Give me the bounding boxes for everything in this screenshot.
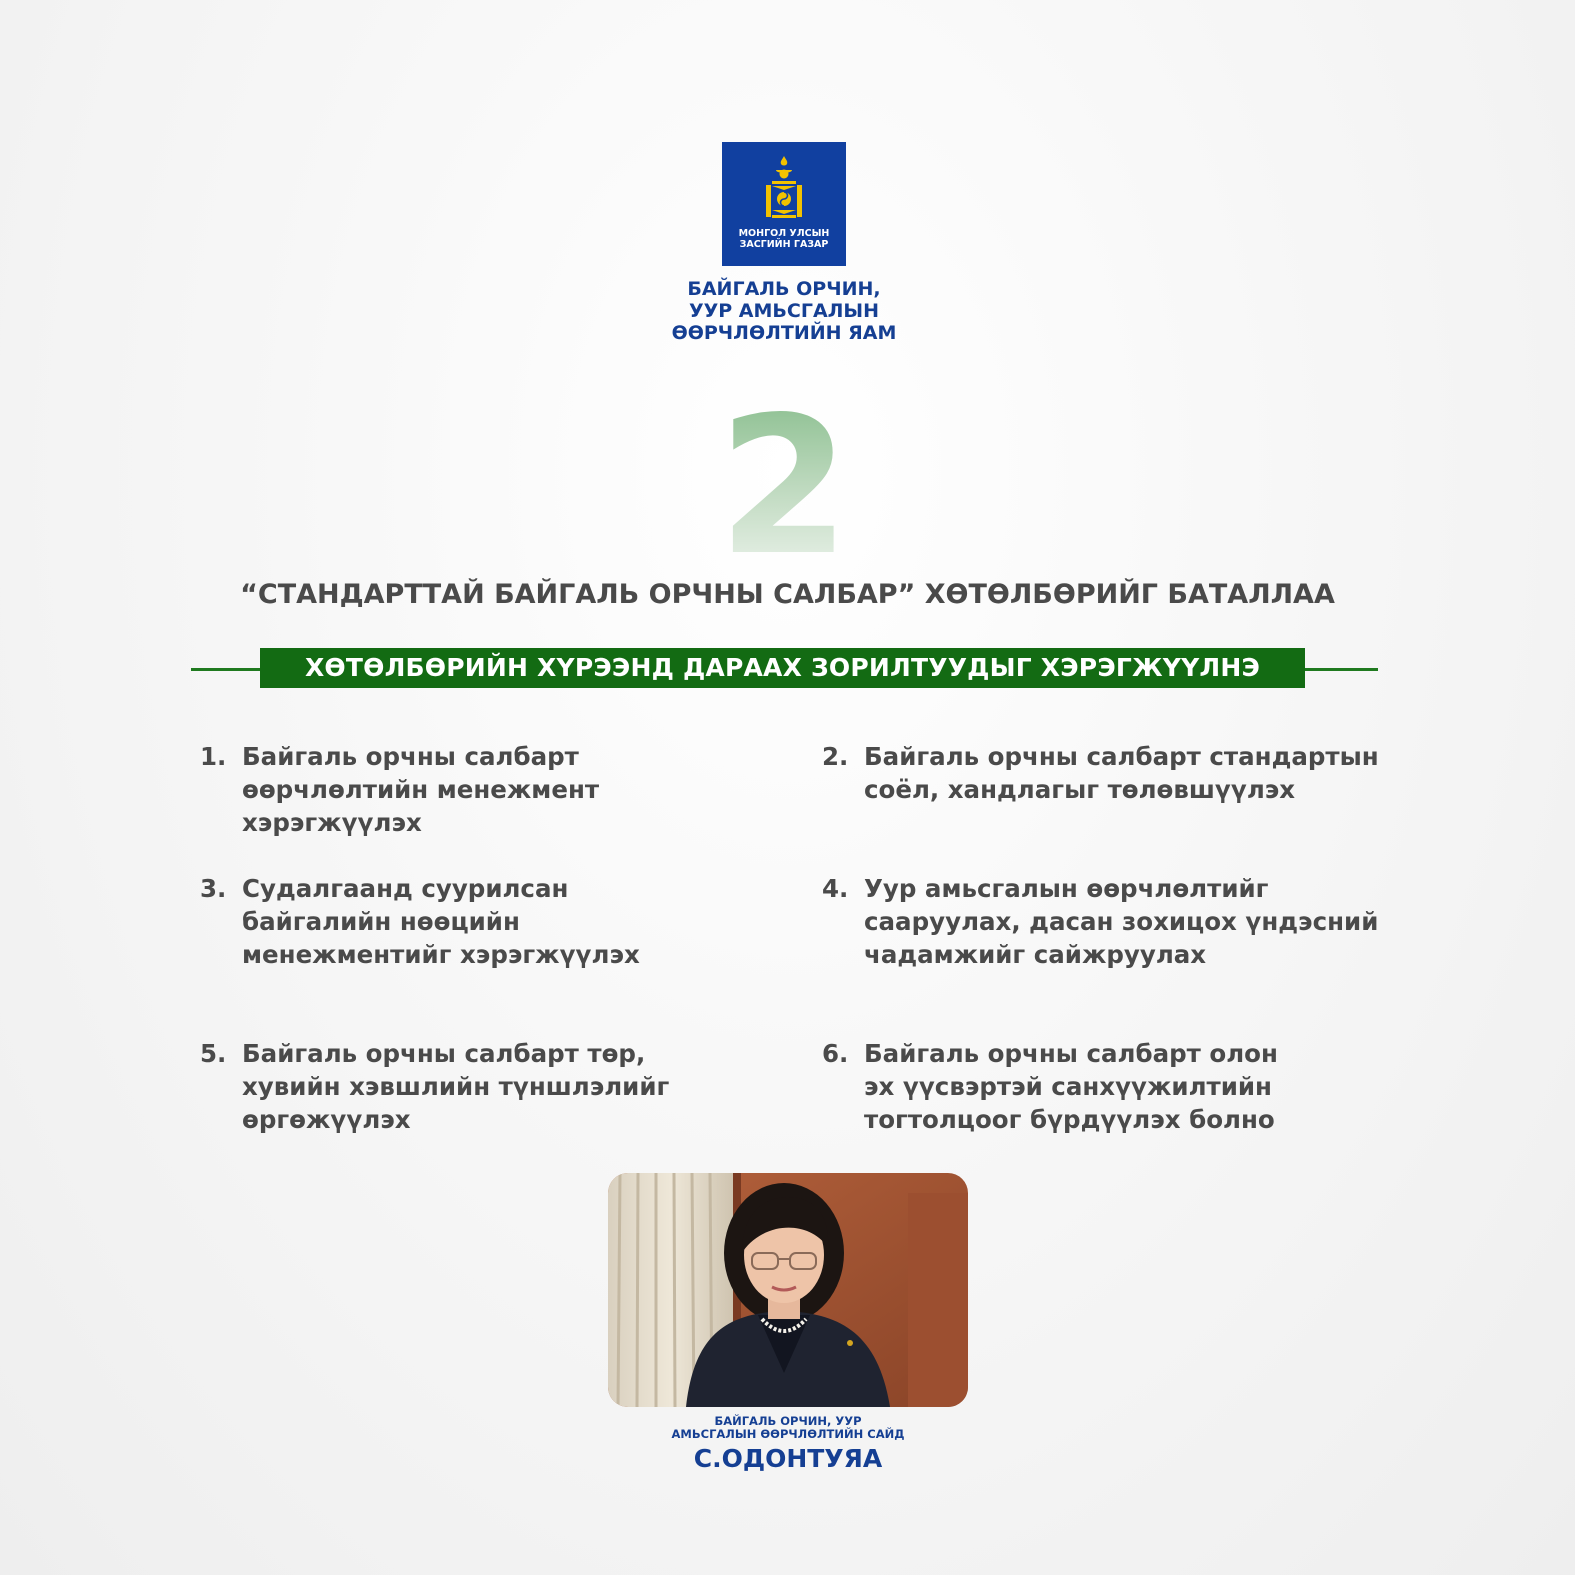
objective-line: менежментийг хэрэгжүүлэх bbox=[242, 940, 640, 969]
objective-text bbox=[242, 872, 772, 971]
objective-number: 1. bbox=[200, 742, 227, 771]
objectives-banner: ХӨТӨЛБӨРИЙН ХҮРЭЭНД ДАРААХ ЗОРИЛТУУДЫГ ХЭРЭГЖҮҮЛНЭ bbox=[260, 648, 1305, 688]
minister-photo bbox=[608, 1173, 968, 1407]
minister-photo-illustration bbox=[608, 1173, 968, 1407]
objective-line: байгалийн нөөцийн bbox=[242, 907, 520, 936]
objective-number: 2. bbox=[822, 742, 849, 771]
objective-line: Байгаль орчны салбарт төр, bbox=[242, 1039, 646, 1068]
program-title: “СТАНДАРТТАЙ БАЙГАЛЬ ОРЧНЫ САЛБАР” ХӨТӨЛБӨРИЙГ БАТАЛЛАА bbox=[240, 579, 1335, 610]
objective-line: Судалгаанд суурилсан bbox=[242, 874, 569, 903]
logo-text-line1: МОНГОЛ УЛСЫН bbox=[738, 228, 830, 239]
objective-number: 5. bbox=[200, 1039, 227, 1068]
objective-line: сааруулах, дасан зохицох үндэсний bbox=[864, 907, 1379, 936]
minister-title-line: АМЬСГАЛЫН ӨӨРЧЛӨЛТИЙН САЙД bbox=[671, 1427, 905, 1441]
minister-title bbox=[610, 1415, 966, 1441]
minister-name: С.ОДОНТУЯА bbox=[693, 1444, 883, 1473]
objective-number: 6. bbox=[822, 1039, 849, 1068]
ministry-name-line: УУР АМЬСГАЛЫН bbox=[688, 300, 880, 322]
ministry-name bbox=[620, 278, 948, 344]
objective-line: соёл, хандлагыг төлөвшүүлэх bbox=[864, 775, 1296, 804]
objective-line: хэрэгжүүлэх bbox=[242, 808, 422, 837]
objective-line: эх үүсвэртэй санхүүжилтийн bbox=[864, 1072, 1272, 1101]
objective-line: хувийн хэвшлийн түншлэлийг bbox=[242, 1072, 670, 1101]
objective-number: 4. bbox=[822, 874, 849, 903]
objective-text bbox=[864, 872, 1394, 971]
objective-line: тогтолцоог бүрдүүлэх болно bbox=[864, 1105, 1275, 1134]
objective-line: өргөжүүлэх bbox=[242, 1105, 411, 1134]
minister-title-line: БАЙГАЛЬ ОРЧИН, УУР bbox=[714, 1414, 862, 1428]
objective-line: өөрчлөлтийн менежмент bbox=[242, 775, 600, 804]
objective-line: чадамжийг сайжруулах bbox=[864, 940, 1207, 969]
government-logo bbox=[722, 142, 846, 266]
objective-text bbox=[242, 1037, 772, 1136]
logo-text-line2: ЗАСГИЙН ГАЗАР bbox=[739, 239, 829, 250]
objective-text bbox=[864, 1037, 1394, 1136]
objective-line: Байгаль орчны салбарт bbox=[242, 742, 579, 771]
big-number: 2 bbox=[684, 402, 884, 572]
objective-line: Байгаль орчны салбарт стандартын bbox=[864, 742, 1379, 771]
ministry-name-line: ӨӨРЧЛӨЛТИЙН ЯАМ bbox=[671, 322, 897, 344]
objective-number: 3. bbox=[200, 874, 227, 903]
objective-line: Байгаль орчны салбарт олон bbox=[864, 1039, 1278, 1068]
objective-text bbox=[242, 740, 772, 839]
objective-line: Уур амьсгалын өөрчлөлтийг bbox=[864, 874, 1269, 903]
objective-text bbox=[864, 740, 1394, 806]
ministry-name-line: БАЙГАЛЬ ОРЧИН, bbox=[687, 278, 881, 300]
soyombo-icon bbox=[763, 154, 805, 224]
